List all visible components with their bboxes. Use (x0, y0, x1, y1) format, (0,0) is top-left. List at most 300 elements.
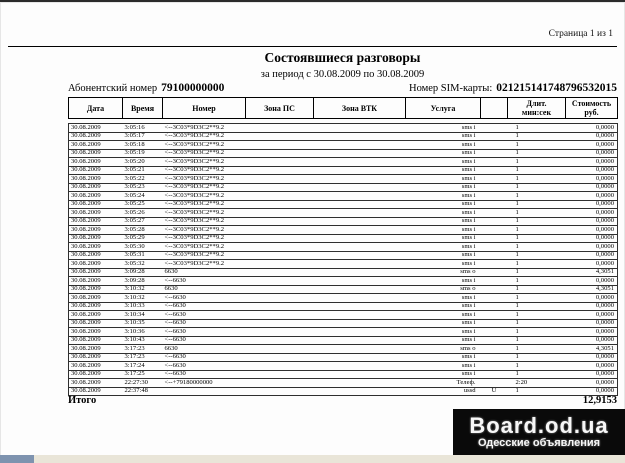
cell-zone-ps (246, 132, 314, 141)
cell-cost: 0,0000 (566, 243, 618, 252)
cell-date: 30.08.2009 (69, 294, 123, 303)
cell-time: 3:05:17 (123, 132, 163, 141)
cell-date: 30.08.2009 (69, 149, 123, 158)
cell-number: <--3C03*9D3C2**9.2 (163, 260, 246, 269)
cell-number: <--3C03*9D3C2**9.2 (163, 243, 246, 252)
cell-time: 22:27:30 (123, 379, 163, 388)
table-row (69, 166, 618, 175)
cell-cost: 0,0000 (566, 175, 618, 184)
cell-service: sms i (406, 251, 481, 260)
cell-service: sms i (406, 158, 481, 167)
cell-date: 30.08.2009 (69, 379, 123, 388)
cell-date: 30.08.2009 (69, 175, 123, 184)
cell-service: sms i (406, 336, 481, 345)
cell-duration: 1 (508, 362, 566, 371)
total-label: Итого (68, 395, 97, 406)
cell-zone-vtk (314, 370, 406, 379)
cell-time: 3:09:28 (123, 277, 163, 286)
cell-cost: 0,0000 (566, 200, 618, 209)
cell-date: 30.08.2009 (69, 302, 123, 311)
watermark-title: Board.od.ua (469, 413, 609, 438)
cell-cost: 0,0000 (566, 217, 618, 226)
cell-date: 30.08.2009 (69, 243, 123, 252)
header-divider (8, 46, 617, 47)
cell-service: sms i (406, 319, 481, 328)
cell-date: 30.08.2009 (69, 311, 123, 320)
calls-table (68, 97, 618, 396)
cell-date: 30.08.2009 (69, 183, 123, 192)
sim-number: 021215141748796532015 (496, 82, 617, 94)
cell-duration: 1 (508, 234, 566, 243)
cell-flag (481, 277, 508, 286)
subscriber-number-group (68, 82, 224, 94)
cell-service: sms i (406, 302, 481, 311)
cell-date: 30.08.2009 (69, 268, 123, 277)
header-flag (481, 98, 508, 119)
table-row (69, 243, 618, 252)
table-row (69, 319, 618, 328)
table-row (69, 132, 618, 141)
cell-cost: 0,0000 (566, 132, 618, 141)
cell-date: 30.08.2009 (69, 277, 123, 286)
header-zone-ps: Зона ПС (246, 98, 314, 119)
cell-service: sms i (406, 362, 481, 371)
cell-service: sms i (406, 166, 481, 175)
cell-cost: 0,0000 (566, 192, 618, 201)
cell-zone-vtk (314, 379, 406, 388)
cell-time: 3:10:34 (123, 311, 163, 320)
cell-duration: 1 (508, 370, 566, 379)
cell-time: 3:05:18 (123, 141, 163, 150)
cell-date: 30.08.2009 (69, 124, 123, 133)
cell-zone-vtk (314, 362, 406, 371)
cell-zone-vtk (314, 124, 406, 133)
cell-duration: 2:20 (508, 379, 566, 388)
cell-zone-ps (246, 183, 314, 192)
cell-time: 3:17:24 (123, 362, 163, 371)
subscriber-label: Абонентский номер (68, 83, 158, 94)
cell-cost: 0,0000 (566, 353, 618, 362)
cell-cost: 4,3051 (566, 285, 618, 294)
cell-number: <--3C03*9D3C2**9.2 (163, 234, 246, 243)
cell-date: 30.08.2009 (69, 166, 123, 175)
cell-number: <--6630 (163, 353, 246, 362)
cell-zone-ps (246, 141, 314, 150)
cell-duration: 1 (508, 124, 566, 133)
cell-zone-vtk (314, 302, 406, 311)
cell-flag (481, 362, 508, 371)
cell-flag (481, 328, 508, 337)
cell-time: 3:10:43 (123, 336, 163, 345)
cell-number: <--3C03*9D3C2**9.2 (163, 158, 246, 167)
header-number: Номер (163, 98, 246, 119)
cell-number: <--6630 (163, 319, 246, 328)
cell-zone-ps (246, 234, 314, 243)
cell-service: sms o (406, 268, 481, 277)
cell-flag (481, 192, 508, 201)
cell-flag (481, 260, 508, 269)
cell-date: 30.08.2009 (69, 141, 123, 150)
cell-duration: 1 (508, 158, 566, 167)
cell-zone-vtk (314, 217, 406, 226)
table-row (69, 336, 618, 345)
watermark-subtitle: Одесские объявления (477, 437, 601, 449)
cell-time: 3:05:25 (123, 200, 163, 209)
cell-cost: 0,0000 (566, 209, 618, 218)
cell-zone-ps (246, 124, 314, 133)
cell-zone-vtk (314, 243, 406, 252)
cell-zone-ps (246, 158, 314, 167)
cell-number: <--3C03*9D3C2**9.2 (163, 226, 246, 235)
cell-service: sms i (406, 132, 481, 141)
cell-flag (481, 158, 508, 167)
cell-zone-ps (246, 209, 314, 218)
cell-date: 30.08.2009 (69, 353, 123, 362)
table-row (69, 124, 618, 133)
cell-cost: 0,0000 (566, 379, 618, 388)
cell-zone-ps (246, 328, 314, 337)
cell-duration: 1 (508, 268, 566, 277)
header-service: Услуга (406, 98, 481, 119)
table-row (69, 268, 618, 277)
cell-zone-vtk (314, 336, 406, 345)
cell-number: 6630 (163, 285, 246, 294)
cell-service: ussd (406, 387, 481, 396)
cell-number: <--6630 (163, 277, 246, 286)
cell-service: sms i (406, 353, 481, 362)
cell-date: 30.08.2009 (69, 132, 123, 141)
cell-duration: 1 (508, 183, 566, 192)
cell-number: <--3C03*9D3C2**9.2 (163, 166, 246, 175)
cell-time: 3:05:23 (123, 183, 163, 192)
cell-flag (481, 370, 508, 379)
cell-service: sms i (406, 192, 481, 201)
cell-date: 30.08.2009 (69, 345, 123, 354)
cell-cost: 0,0000 (566, 336, 618, 345)
table-row (69, 345, 618, 354)
cell-duration: 1 (508, 285, 566, 294)
cell-service: sms i (406, 234, 481, 243)
cell-cost: 0,0000 (566, 260, 618, 269)
cell-duration: 1 (508, 166, 566, 175)
cell-cost: 0,0000 (566, 183, 618, 192)
cell-duration: 1 (508, 328, 566, 337)
cell-service: sms i (406, 141, 481, 150)
cell-service: sms i (406, 311, 481, 320)
cell-cost: 0,0000 (566, 251, 618, 260)
cell-duration: 1 (508, 302, 566, 311)
cell-duration: 1 (508, 141, 566, 150)
cell-service: sms i (406, 124, 481, 133)
cell-flag (481, 209, 508, 218)
cell-time: 3:05:27 (123, 217, 163, 226)
table-row (69, 141, 618, 150)
cell-duration: 1 (508, 217, 566, 226)
cell-cost: 0,0000 (566, 124, 618, 133)
cell-flag (481, 226, 508, 235)
cell-zone-vtk (314, 311, 406, 320)
cell-duration: 1 (508, 260, 566, 269)
header-time: Время (123, 98, 163, 119)
cell-time: 3:05:21 (123, 166, 163, 175)
cell-service: sms i (406, 217, 481, 226)
table-header-row (69, 98, 618, 119)
cell-number: <--3C03*9D3C2**9.2 (163, 217, 246, 226)
cell-zone-ps (246, 285, 314, 294)
cell-service: sms i (406, 200, 481, 209)
cell-number: <--3C03*9D3C2**9.2 (163, 175, 246, 184)
cell-date: 30.08.2009 (69, 319, 123, 328)
cell-zone-ps (246, 370, 314, 379)
cell-zone-vtk (314, 285, 406, 294)
cell-time: 3:05:32 (123, 260, 163, 269)
cell-flag (481, 268, 508, 277)
cell-zone-vtk (314, 294, 406, 303)
cell-flag (481, 379, 508, 388)
cell-duration: 1 (508, 336, 566, 345)
cell-service: sms i (406, 183, 481, 192)
table-row (69, 217, 618, 226)
cell-cost: 0,0000 (566, 141, 618, 150)
cell-zone-vtk (314, 260, 406, 269)
cell-flag (481, 294, 508, 303)
cell-zone-vtk (314, 192, 406, 201)
cell-duration: 1 (508, 243, 566, 252)
cell-duration: 1 (508, 175, 566, 184)
cell-zone-vtk (314, 268, 406, 277)
cell-number: <--6630 (163, 294, 246, 303)
table-row (69, 158, 618, 167)
cell-duration: 1 (508, 251, 566, 260)
cell-zone-vtk (314, 209, 406, 218)
table-row (69, 175, 618, 184)
report-period: за период с 30.08.2009 по 30.08.2009 (260, 69, 425, 80)
cell-time: 3:10:32 (123, 294, 163, 303)
cell-zone-vtk (314, 328, 406, 337)
cell-zone-ps (246, 166, 314, 175)
cell-number: <--3C03*9D3C2**9.2 (163, 132, 246, 141)
subscriber-number: 79100000000 (161, 82, 225, 94)
table-row (69, 294, 618, 303)
cell-flag (481, 243, 508, 252)
cell-time: 3:05:30 (123, 243, 163, 252)
cell-flag (481, 200, 508, 209)
table-row (69, 209, 618, 218)
header-cost: Стоимость руб. (566, 98, 618, 119)
cell-zone-ps (246, 192, 314, 201)
cell-zone-ps (246, 277, 314, 286)
cell-time: 3:17:23 (123, 353, 163, 362)
table-row (69, 251, 618, 260)
document-title: Состоявшиеся разговоры (264, 50, 421, 65)
table-row (69, 226, 618, 235)
cell-date: 30.08.2009 (69, 285, 123, 294)
sim-label: Номер SIM-карты: (408, 83, 493, 94)
cell-flag (481, 124, 508, 133)
cell-duration: 1 (508, 294, 566, 303)
cell-cost: 0,0000 (566, 311, 618, 320)
cell-flag (481, 311, 508, 320)
cell-zone-vtk (314, 200, 406, 209)
cell-number: <--3C03*9D3C2**9.2 (163, 183, 246, 192)
cell-service: sms i (406, 209, 481, 218)
cell-zone-ps (246, 200, 314, 209)
cell-flag (481, 166, 508, 175)
cell-service: Телеф. (406, 379, 481, 388)
cell-duration: 1 (508, 353, 566, 362)
cell-service: sms i (406, 149, 481, 158)
cell-zone-vtk (314, 353, 406, 362)
cell-zone-ps (246, 268, 314, 277)
cell-date: 30.08.2009 (69, 362, 123, 371)
cell-zone-ps (246, 149, 314, 158)
cell-duration: 1 (508, 319, 566, 328)
cell-date: 30.08.2009 (69, 251, 123, 260)
cell-zone-vtk (314, 251, 406, 260)
cell-number: 6630 (163, 268, 246, 277)
cell-flag (481, 345, 508, 354)
cell-zone-ps (246, 217, 314, 226)
cell-number: <--6630 (163, 328, 246, 337)
cell-cost: 0,0000 (566, 226, 618, 235)
cell-date: 30.08.2009 (69, 217, 123, 226)
cell-number: <--3C03*9D3C2**9.2 (163, 192, 246, 201)
cell-zone-ps (246, 302, 314, 311)
cell-cost: 0,0000 (566, 277, 618, 286)
cell-zone-ps (246, 226, 314, 235)
cell-zone-ps (246, 379, 314, 388)
cell-time: 3:17:23 (123, 345, 163, 354)
cell-zone-vtk (314, 149, 406, 158)
table-row (69, 234, 618, 243)
cell-cost: 4,3051 (566, 268, 618, 277)
table-row (69, 192, 618, 201)
table-row (69, 362, 618, 371)
cell-time: 3:09:28 (123, 268, 163, 277)
cell-flag (481, 285, 508, 294)
table-row (69, 302, 618, 311)
cell-flag (481, 319, 508, 328)
cell-duration: 1 (508, 226, 566, 235)
table-row (69, 285, 618, 294)
cell-time: 3:10:33 (123, 302, 163, 311)
cell-zone-ps (246, 175, 314, 184)
cell-zone-ps (246, 294, 314, 303)
cell-duration: 1 (508, 192, 566, 201)
cell-cost: 0,0000 (566, 294, 618, 303)
cell-zone-vtk (314, 158, 406, 167)
cell-flag (481, 353, 508, 362)
cell-number: <--6630 (163, 362, 246, 371)
cell-date: 30.08.2009 (69, 192, 123, 201)
table-row (69, 149, 618, 158)
cell-cost: 0,0000 (566, 387, 618, 396)
table-row (69, 277, 618, 286)
cell-number: 6630 (163, 345, 246, 354)
table-row (69, 370, 618, 379)
cell-service: sms i (406, 294, 481, 303)
total-value: 12,9153 (582, 395, 617, 406)
cell-flag (481, 132, 508, 141)
cell-service: sms i (406, 260, 481, 269)
cell-service: sms i (406, 370, 481, 379)
cell-time: 3:05:16 (123, 124, 163, 133)
sim-number-group (409, 82, 617, 94)
cell-duration: 1 (508, 200, 566, 209)
cell-flag: U (481, 387, 508, 396)
cell-duration: 1 (508, 311, 566, 320)
cell-zone-ps (246, 345, 314, 354)
cell-cost: 0,0000 (566, 302, 618, 311)
cell-date: 30.08.2009 (69, 200, 123, 209)
cell-duration: 1 (508, 345, 566, 354)
cell-cost: 0,0000 (566, 328, 618, 337)
cell-duration: 1 (508, 209, 566, 218)
header-date: Дата (69, 98, 123, 119)
cell-time: 3:05:24 (123, 192, 163, 201)
cell-flag (481, 336, 508, 345)
cell-cost: 0,0000 (566, 166, 618, 175)
cell-service: sms i (406, 226, 481, 235)
cell-date: 30.08.2009 (69, 234, 123, 243)
cell-time: 3:10:36 (123, 328, 163, 337)
cell-time: 3:05:20 (123, 158, 163, 167)
cell-zone-ps (246, 336, 314, 345)
subscriber-line (68, 82, 617, 94)
table-row (69, 183, 618, 192)
cell-number: <--3C03*9D3C2**9.2 (163, 200, 246, 209)
cell-time: 3:05:29 (123, 234, 163, 243)
cell-duration: 1 (508, 277, 566, 286)
cell-cost: 4,3051 (566, 345, 618, 354)
cell-flag (481, 149, 508, 158)
cell-service: sms o (406, 345, 481, 354)
cell-time: 3:10:32 (123, 285, 163, 294)
table-row (69, 200, 618, 209)
cell-duration: 1 (508, 132, 566, 141)
watermark (453, 409, 625, 455)
cell-date: 30.08.2009 (69, 336, 123, 345)
cell-zone-vtk (314, 166, 406, 175)
table-row (69, 379, 618, 388)
cell-time: 3:10:35 (123, 319, 163, 328)
cell-number: <--3C03*9D3C2**9.2 (163, 209, 246, 218)
cell-service: sms o (406, 285, 481, 294)
cell-date: 30.08.2009 (69, 158, 123, 167)
cell-cost: 0,0000 (566, 370, 618, 379)
cell-number: <--6630 (163, 370, 246, 379)
cell-zone-ps (246, 260, 314, 269)
corner-accent (0, 455, 34, 463)
cell-zone-vtk (314, 175, 406, 184)
table-row (69, 260, 618, 269)
cell-number: <--3C03*9D3C2**9.2 (163, 141, 246, 150)
cell-number: <--3C03*9D3C2**9.2 (163, 149, 246, 158)
cell-zone-vtk (314, 132, 406, 141)
cell-time: 3:05:22 (123, 175, 163, 184)
cell-zone-vtk (314, 141, 406, 150)
cell-zone-vtk (314, 319, 406, 328)
cell-flag (481, 183, 508, 192)
cell-zone-vtk (314, 234, 406, 243)
cell-flag (481, 302, 508, 311)
cell-flag (481, 234, 508, 243)
cell-date: 30.08.2009 (69, 328, 123, 337)
cell-cost: 0,0000 (566, 319, 618, 328)
cell-duration: 1 (508, 387, 566, 396)
cell-date: 30.08.2009 (69, 226, 123, 235)
cell-time: 3:17:25 (123, 370, 163, 379)
